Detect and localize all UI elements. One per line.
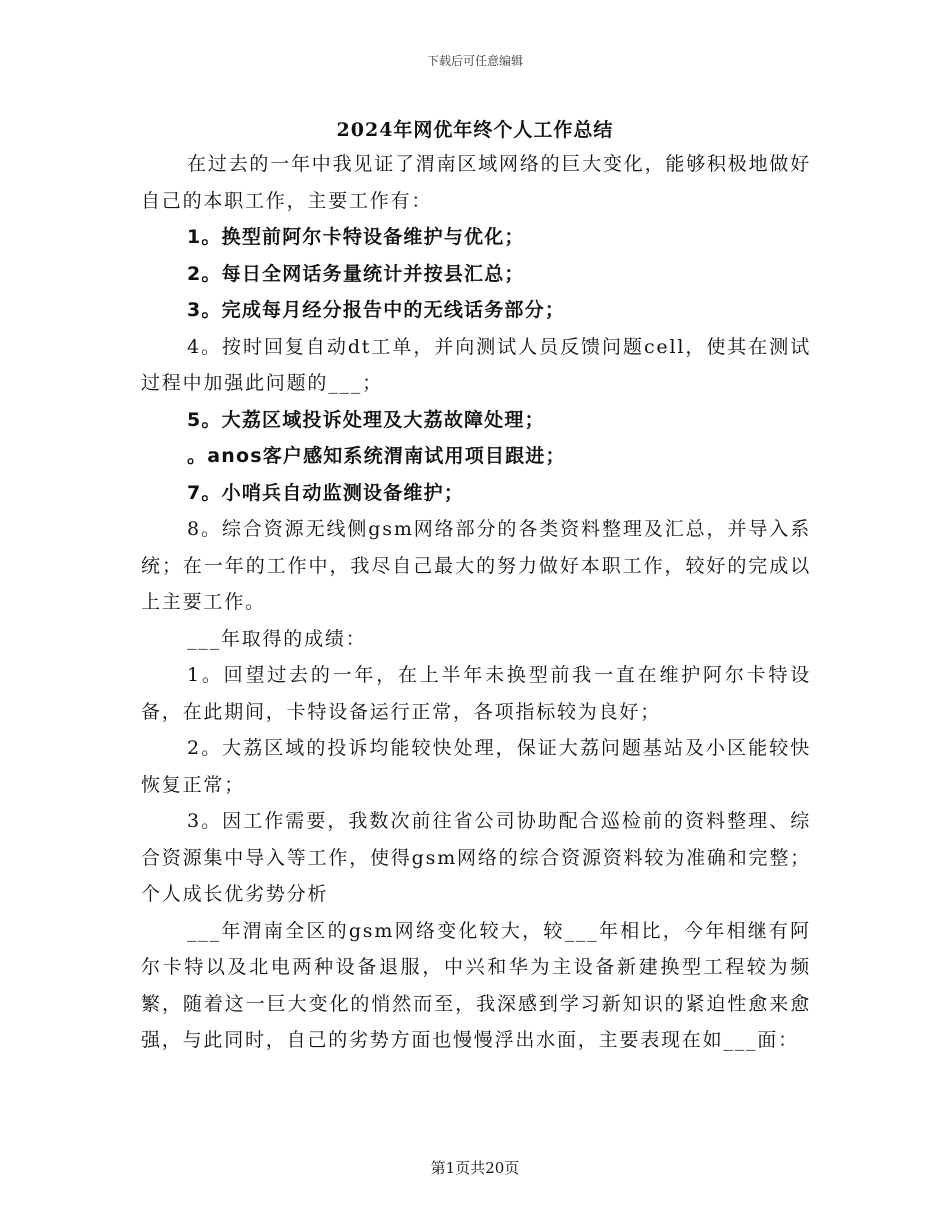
paragraph: 8。综合资源无线侧gsm网络部分的各类资料整理及汇总，并导入系统；在一年的工作中，我尽自己最大的努力做好本职工作，较好的完成以上主要工作。: [141, 518, 811, 613]
paragraph: 3。完成每月经分报告中的无线话务部分；: [187, 299, 566, 321]
paragraph: 1。回望过去的一年，在上半年未换型前我一直在维护阿尔卡特设备，在此期间，卡特设备运行正常，各项指标较为良好；: [141, 664, 811, 723]
page-header-note: 下载后可任意编辑: [426, 54, 523, 68]
paragraph: 。anos客户感知系统渭南试用项目跟进；: [187, 445, 566, 467]
document-body: [141, 146, 811, 1059]
paragraph: 4。按时回复自动dt工单，并向测试人员反馈问题cell，使其在测试过程中加强此问题的___；: [141, 335, 811, 394]
page-footer-number: 第1页共20页: [430, 1159, 520, 1177]
document-title: 2024年网优年终个人工作总结: [336, 119, 614, 141]
paragraph: ___年渭南全区的gsm网络变化较大，较___年相比，今年相继有阿尔卡特以及北电两种设备退服，中兴和华为主设备新建换型工程较为频繁，随着这一巨大变化的悄然而至，我深感到学习新知识的紧迫性愈来愈强，与此同时，自己的劣势方面也慢慢浮出水面，主要表现在如___面：: [141, 919, 811, 1051]
paragraph: 5。大荔区域投诉处理及大荔故障处理；: [187, 408, 545, 431]
paragraph: 3。因工作需要，我数次前往省公司协助配合巡检前的资料整理、综合资源集中导入等工作，使得gsm网络的综合资源资料较为准确和完整；个人成长优劣势分析: [141, 810, 811, 905]
paragraph: ___年取得的成绩：: [187, 627, 367, 650]
paragraph: 7。小哨兵自动监测设备维护；: [187, 481, 465, 504]
paragraph: 1。换型前阿尔卡特设备维护与优化；: [187, 226, 525, 248]
paragraph: 2。大荔区域的投诉均能较快处理，保证大荔问题基站及小区能较快恢复正常；: [141, 737, 811, 796]
paragraph: 在过去的一年中我见证了渭南区域网络的巨大变化，能够积极地做好自己的本职工作，主要工作有：: [141, 153, 812, 212]
paragraph: 2。每日全网话务量统计并按县汇总；: [187, 262, 525, 285]
